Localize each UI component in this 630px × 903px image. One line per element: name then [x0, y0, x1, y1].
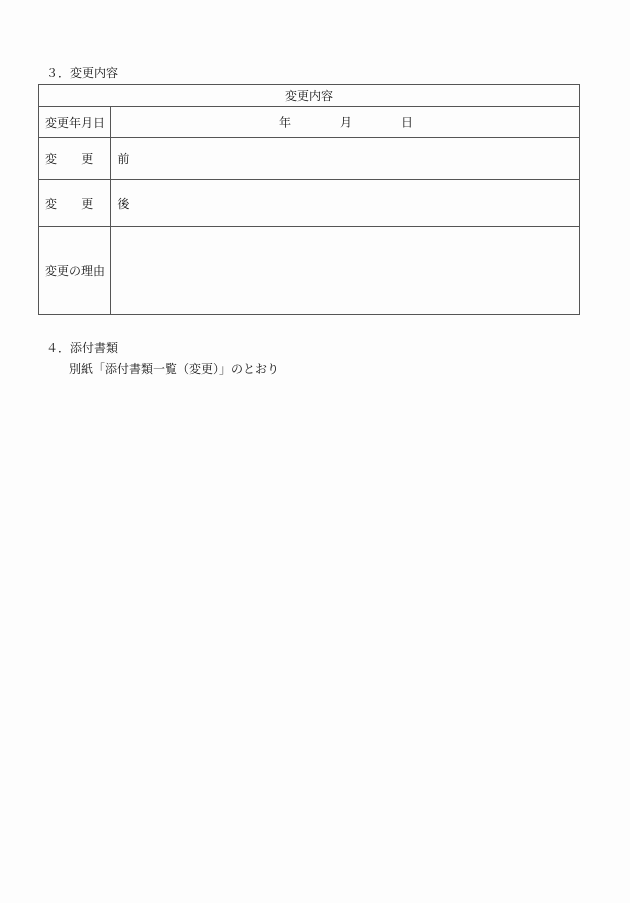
change-reason-row	[39, 227, 580, 315]
after-change-field[interactable]	[111, 180, 580, 227]
change-date-row	[39, 107, 580, 138]
before-change-label: 変 更 前	[39, 138, 111, 180]
before-change-field[interactable]	[111, 138, 580, 180]
day-label: 日	[401, 115, 414, 130]
section-4-heading: ４．添付書類	[46, 341, 119, 355]
after-change-row	[39, 180, 580, 227]
section-3-heading: ３．変更内容	[46, 66, 119, 80]
table-header: 変更内容	[39, 85, 580, 107]
before-change-row	[39, 138, 580, 180]
change-details-table	[38, 84, 580, 315]
after-change-label: 変 更 後	[39, 180, 111, 227]
change-reason-field[interactable]	[111, 227, 580, 315]
change-date-label: 変更年月日	[39, 107, 111, 138]
change-date-field[interactable]	[111, 107, 580, 138]
year-label: 年	[279, 115, 292, 130]
change-reason-label: 変更の理由	[39, 227, 111, 315]
month-label: 月	[340, 115, 353, 130]
table-header-row	[39, 85, 580, 107]
attachments-note: 別紙「添付書類一覧（変更）」のとおり	[69, 362, 280, 376]
